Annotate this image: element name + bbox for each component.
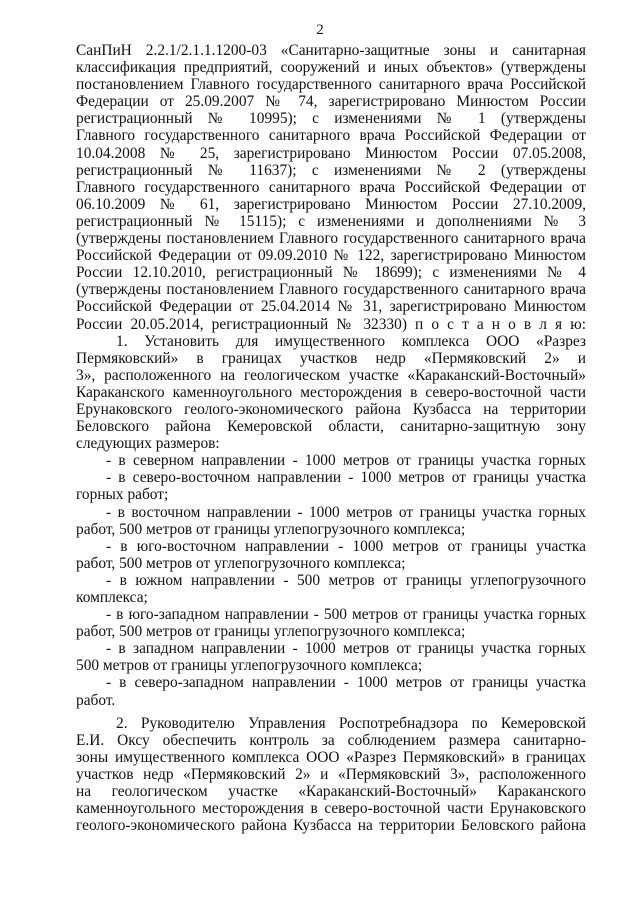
text-line: 500 метров от границы углепогрузочного комплекса; — [76, 657, 423, 675]
text-line: классификация предприятий, сооружений и иных объектов» (утверждены — [76, 59, 586, 77]
text-line: Главного государственного санитарного врача Российской Федерации от — [76, 127, 586, 145]
text-line: 2. Руководителю Управления Роспотребнадзора по Кемеровской — [116, 714, 586, 732]
text-line: России 20.05.2014, регистрационный № 32330) п о с т а н о в л я ю: — [76, 315, 586, 333]
text-line: - в южном направлении - 500 метров от границы углепогрузочного — [106, 571, 586, 589]
text-line: Российской Федерации от 09.09.2010 № 122, зарегистрировано Минюстом — [76, 247, 586, 265]
text-line: 06.10.2009 № 61, зарегистрировано Минюстом России 27.10.2009, — [76, 195, 586, 213]
text-line: Федерации от 25.09.2007 № 74, зарегистрировано Минюстом России — [76, 93, 586, 111]
text-line: Пермяковский» в границах участков недр «Пермяковский 2» и — [76, 349, 586, 367]
text-line: (утверждены постановлением Главного государственного санитарного врача — [76, 230, 586, 248]
text-line: 1. Установить для имущественного комплекса ООО «Разрез — [116, 332, 586, 350]
text-line: работ, 500 метров от границы углепогрузочного комплекса; — [76, 520, 466, 538]
text-line: - в северном направлении - 1000 метров от границы участка горных — [106, 452, 586, 470]
text-line: - в северо-восточном направлении - 1000 метров от границы участка — [106, 469, 586, 487]
text-line: регистрационный № 10995); с изменениями № 1 (утверждены — [76, 110, 586, 128]
text-line: Караканского каменноугольного месторождения в северо-восточной части — [76, 383, 586, 401]
text-line: следующих размеров: — [76, 435, 220, 453]
text-line: комплекса; — [76, 589, 148, 606]
text-line: 10.04.2008 № 25, зарегистрировано Минюстом России 07.05.2008, — [76, 144, 586, 162]
text-line: работ. — [76, 691, 116, 709]
text-line: работ, 500 метров от границы углепогрузочного комплекса; — [76, 623, 466, 641]
text-line: (утверждены постановлением Главного государственного санитарного врача — [76, 281, 586, 299]
text-line: участков недр «Пермяковский 2» и «Пермяковский 3», расположенного — [76, 765, 586, 783]
text-line: - в юго-восточном направлении - 1000 метров от границы участка — [106, 537, 586, 555]
text-line: зоны имущественного комплекса ООО «Разрез Пермяковский» в границах — [76, 748, 586, 766]
text-line: Е.И. Оксу обеспечить контроль за соблюдением размера санитарно- — [76, 731, 586, 749]
text-line: геолого-экономического района Кузбасса на территории Беловского района — [76, 817, 586, 835]
text-line: Беловского района Кемеровской области, санитарно-защитную зону — [76, 418, 586, 436]
text-line: Российской Федерации от 25.04.2014 № 31, зарегистрировано Минюстом — [76, 298, 586, 316]
text-line: 3», расположенного на геологическом участке «Караканский-Восточный» — [76, 366, 586, 384]
text-line: России 12.10.2010, регистрационный № 18699); с изменениями № 4 — [76, 264, 586, 282]
text-line: - в восточном направлении - 1000 метров от границы участка горных — [106, 503, 586, 521]
text-line: Ерунаковского геолого-экономического района Кузбасса на территории — [76, 400, 586, 418]
text-line: на геологическом участке «Караканский-Восточный» Караканского — [76, 783, 586, 801]
text-line: регистрационный № 11637); с изменениями № 2 (утверждены — [76, 161, 586, 179]
text-line: регистрационный № 15115); с изменениями и дополнениями № 3 — [76, 212, 586, 230]
text-line: СанПиН 2.2.1/2.1.1.1200-03 «Санитарно-защитные зоны и санитарная — [76, 42, 586, 59]
text-line: - в северо-западном направлении - 1000 метров от границы участка — [106, 674, 586, 692]
text-line: каменноугольного месторождения в северо-восточной части Ерунаковского — [76, 800, 586, 818]
text-line: горных работ; — [76, 486, 169, 504]
text-line: Главного государственного санитарного врача Российской Федерации от — [76, 178, 586, 196]
text-line: постановлением Главного государственного санитарного врача Российской — [76, 76, 586, 94]
document-body — [76, 42, 586, 834]
page-number: 2 — [316, 22, 324, 38]
text-line: работ, 500 метров от углепогрузочного комплекса; — [76, 554, 406, 572]
text-line: - в юго-западном направлении - 500 метров от границы участка горных — [106, 606, 586, 624]
text-line: - в западном направлении - 1000 метров от границы участка горных — [106, 640, 586, 658]
